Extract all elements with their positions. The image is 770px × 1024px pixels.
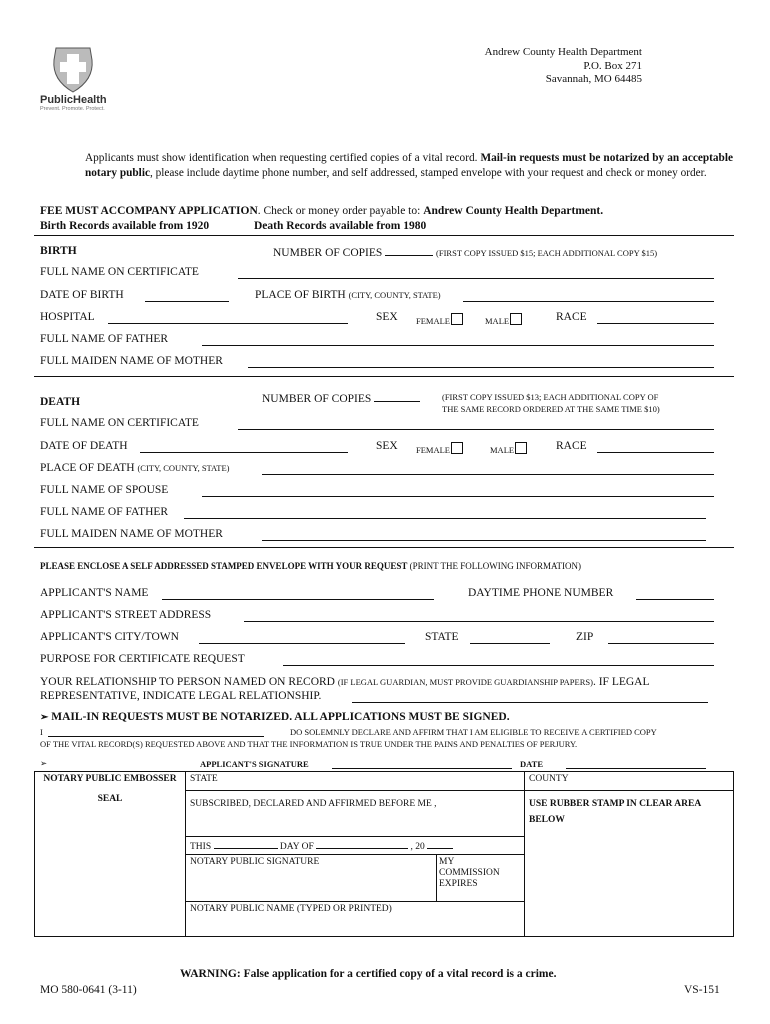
birth-copies-label: NUMBER OF COPIES — [273, 247, 383, 259]
declare-i: I — [40, 727, 43, 737]
fee-bold: FEE MUST ACCOMPANY APPLICATION — [40, 205, 258, 217]
birth-available: Birth Records available from 1920 — [40, 220, 210, 232]
applicant-state-field[interactable] — [470, 632, 550, 644]
birth-dob-field[interactable] — [145, 290, 229, 302]
death-pod-label: PLACE OF DEATH — [40, 462, 135, 474]
notary-signature-field[interactable] — [186, 855, 437, 901]
death-copies-note-1: (FIRST COPY ISSUED $13; EACH ADDITIONAL COPY OF — [442, 392, 659, 402]
seal-label: SEAL — [97, 794, 123, 804]
death-copies-label: NUMBER OF COPIES — [262, 393, 372, 405]
death-spouse-field[interactable] — [202, 485, 714, 497]
death-dod-label: DATE OF DEATH — [40, 440, 128, 452]
birth-pob-note: (CITY, COUNTY, STATE) — [348, 290, 441, 300]
birth-sex-label: SEX — [376, 311, 398, 323]
death-female-option[interactable] — [416, 442, 463, 455]
death-copies — [262, 390, 420, 405]
birth-pob — [255, 289, 441, 301]
declarant-name-field[interactable] — [48, 725, 264, 737]
applicant-name-field[interactable] — [162, 588, 434, 600]
envelope-bold: PLEASE ENCLOSE A SELF ADDRESSED STAMPED ENVELOPE WITH YOUR REQUEST — [40, 561, 408, 571]
birth-male-option[interactable] — [485, 313, 522, 326]
department-address — [485, 46, 642, 87]
death-copies-field[interactable] — [374, 390, 420, 402]
year-label: , 20 — [410, 842, 425, 852]
death-mother-field[interactable] — [262, 529, 706, 541]
rubber-stamp-label-2: BELOW — [529, 815, 565, 825]
birth-race-label: RACE — [556, 311, 587, 323]
notary-signature-cell — [186, 855, 525, 902]
death-available: Death Records available from 1980 — [254, 220, 427, 232]
date-field[interactable] — [566, 757, 706, 769]
declare-line-1: DO SOLEMNLY DECLARE AND AFFIRM THAT I AM ELIGIBLE TO RECEIVE A CERTIFIED COPY — [290, 727, 657, 737]
death-pod — [40, 462, 229, 474]
birth-mother-field[interactable] — [248, 356, 714, 368]
death-pod-field[interactable] — [262, 463, 714, 475]
address-line: P.O. Box 271 — [583, 59, 642, 72]
applicant-city-field[interactable] — [199, 632, 405, 644]
warning-bold: WARNING: — [180, 968, 241, 980]
death-male-checkbox[interactable] — [515, 442, 527, 454]
fee-line — [40, 205, 603, 217]
death-race-field[interactable] — [597, 441, 714, 453]
birth-male-checkbox[interactable] — [510, 313, 522, 325]
notary-state-label: STATE — [190, 774, 218, 784]
divider — [34, 547, 734, 548]
birth-copies-note: (FIRST COPY ISSUED $15; EACH ADDITIONAL COPY $15) — [436, 248, 658, 258]
intro-text-2: , please include daytime phone number, and self addressed, stamped envelope with your request and check or money order. — [149, 167, 707, 179]
subscribed-label: SUBSCRIBED, DECLARED AND AFFIRMED BEFORE ME , — [190, 799, 437, 809]
signature-label: APPLICANT'S SIGNATURE — [200, 759, 309, 769]
this-label: THIS — [190, 842, 212, 852]
address-line: Savannah, MO 64485 — [545, 73, 642, 85]
applicant-street-field[interactable] — [244, 610, 714, 622]
arrow-bullet-icon: ➢ — [40, 758, 48, 768]
warning-line — [180, 968, 556, 980]
form-number: MO 580-0641 (3-11) — [40, 984, 137, 996]
notary-county-label: COUNTY — [529, 774, 569, 784]
birth-father-field[interactable] — [202, 334, 714, 346]
relationship-label-2: . IF LEGAL — [592, 676, 650, 688]
death-full-name-field[interactable] — [238, 418, 714, 430]
date-label: DATE — [520, 759, 543, 769]
divider — [34, 376, 734, 377]
relationship-note: (IF LEGAL GUARDIAN, MUST PROVIDE GUARDIANSHIP PAPERS) — [337, 677, 593, 687]
death-race-label: RACE — [556, 440, 587, 452]
birth-pob-field[interactable] — [463, 290, 714, 302]
death-dod-field[interactable] — [140, 441, 348, 453]
birth-dob-label: DATE OF BIRTH — [40, 289, 124, 301]
birth-copies-field[interactable] — [385, 244, 433, 256]
birth-copies — [273, 244, 657, 259]
notary-county-cell[interactable] — [525, 772, 734, 791]
declare-line-2: OF THE VITAL RECORD(S) REQUESTED ABOVE AND THAT THE INFORMATION IS TRUE UNDER THE PAINS AND PENALTIES OF PERJURY. — [40, 739, 578, 749]
relationship-label: YOUR RELATIONSHIP TO PERSON NAMED ON RECORD — [40, 676, 335, 688]
death-full-name-label: FULL NAME ON CERTIFICATE — [40, 417, 199, 429]
death-pod-note: (CITY, COUNTY, STATE) — [137, 463, 230, 473]
death-female-label: FEMALE — [416, 445, 450, 455]
applicant-phone-field[interactable] — [636, 588, 714, 600]
intro-paragraph — [85, 151, 733, 181]
death-sex-label: SEX — [376, 440, 398, 452]
envelope-note: (PRINT THE FOLLOWING INFORMATION) — [407, 561, 582, 571]
day-of-label: DAY OF — [279, 842, 314, 852]
relationship-field[interactable] — [352, 691, 708, 703]
rubber-stamp-label: USE RUBBER STAMP IN CLEAR AREA — [529, 799, 702, 809]
birth-male-label: MALE — [485, 316, 510, 326]
applicant-name-label: APPLICANT'S NAME — [40, 587, 149, 599]
birth-heading: BIRTH — [40, 245, 77, 257]
applicant-zip-field[interactable] — [608, 632, 714, 644]
arrow-bullet-icon: ➢ — [40, 712, 49, 723]
death-father-field[interactable] — [184, 507, 706, 519]
birth-father-label: FULL NAME OF FATHER — [40, 333, 169, 345]
address-line: Andrew County Health Department — [484, 46, 642, 58]
birth-female-option[interactable] — [416, 313, 463, 326]
birth-pob-label: PLACE OF BIRTH — [255, 289, 346, 301]
purpose-label: PURPOSE FOR CERTIFICATE REQUEST — [40, 653, 245, 665]
birth-female-checkbox[interactable] — [451, 313, 463, 325]
applicant-city-label: APPLICANT'S CITY/TOWN — [40, 631, 179, 643]
rubber-stamp-area[interactable] — [525, 791, 734, 937]
applicant-phone-label: DAYTIME PHONE NUMBER — [468, 587, 614, 599]
birth-full-name-field[interactable] — [238, 267, 714, 279]
fee-text: . Check or money order payable to: — [257, 205, 424, 217]
birth-mother-label: FULL MAIDEN NAME OF MOTHER — [40, 355, 223, 367]
death-mother-label: FULL MAIDEN NAME OF MOTHER — [40, 528, 223, 540]
embosser-seal-area[interactable] — [35, 772, 186, 937]
day-field[interactable] — [214, 839, 278, 849]
birth-hospital-label: HOSPITAL — [40, 311, 95, 323]
notary-name-label: NOTARY PUBLIC NAME (TYPED OR PRINTED) — [190, 904, 392, 914]
death-copies-note-2: THE SAME RECORD ORDERED AT THE SAME TIME $10) — [442, 404, 660, 414]
birth-female-label: FEMALE — [416, 316, 450, 326]
relationship-label-3: REPRESENTATIVE, INDICATE LEGAL RELATIONSHIP. — [40, 690, 322, 702]
intro-text: Applicants must show identification when requesting certified copies of a vital record. — [85, 152, 478, 164]
death-spouse-label: FULL NAME OF SPOUSE — [40, 484, 169, 496]
birth-full-name-label: FULL NAME ON CERTIFICATE — [40, 266, 199, 278]
year-field[interactable] — [427, 839, 453, 849]
applicant-zip-label: ZIP — [576, 631, 594, 643]
warning-text: False application for a certified copy of a vital record is a crime. — [240, 968, 557, 980]
divider — [34, 235, 734, 236]
notary-name-cell[interactable] — [186, 902, 525, 937]
subscribed-cell — [186, 791, 525, 837]
commission-field[interactable] — [437, 855, 502, 901]
commission-label: MY — [439, 857, 455, 867]
logo-tagline: Prevent. Promote. Protect. — [40, 106, 105, 112]
commission-label: COMMISSION — [439, 868, 500, 878]
death-father-label: FULL NAME OF FATHER — [40, 506, 169, 518]
notarize-heading — [40, 711, 510, 723]
notary-table — [34, 771, 734, 937]
notary-state-cell[interactable] — [186, 772, 525, 791]
death-male-option[interactable] — [490, 442, 527, 455]
signature-field[interactable] — [332, 757, 512, 769]
applicant-state-label: STATE — [425, 631, 459, 643]
embosser-label: NOTARY PUBLIC EMBOSSER — [43, 774, 177, 784]
fee-payee: Andrew County Health Department. — [423, 205, 604, 217]
commission-label: EXPIRES — [439, 879, 478, 889]
month-field[interactable] — [316, 839, 408, 849]
form-code: VS-151 — [684, 984, 720, 996]
birth-race-field[interactable] — [597, 312, 714, 324]
envelope-instruction — [40, 561, 581, 571]
purpose-field[interactable] — [283, 654, 714, 666]
death-female-checkbox[interactable] — [451, 442, 463, 454]
death-male-label: MALE — [490, 445, 515, 455]
birth-hospital-field[interactable] — [108, 312, 348, 324]
logo-text: PublicHealth — [40, 94, 107, 106]
date-cell — [186, 837, 525, 855]
notarize-heading-text: MAIL-IN REQUESTS MUST BE NOTARIZED. ALL APPLICATIONS MUST BE SIGNED. — [51, 711, 510, 723]
applicant-street-label: APPLICANT'S STREET ADDRESS — [40, 609, 212, 621]
notary-signature-label: NOTARY PUBLIC SIGNATURE — [190, 857, 320, 867]
death-heading: DEATH — [40, 396, 81, 408]
relationship-line-1 — [40, 676, 650, 688]
intro-bold: Mail-in requests must be notarized by an acceptable notary public — [85, 152, 733, 179]
